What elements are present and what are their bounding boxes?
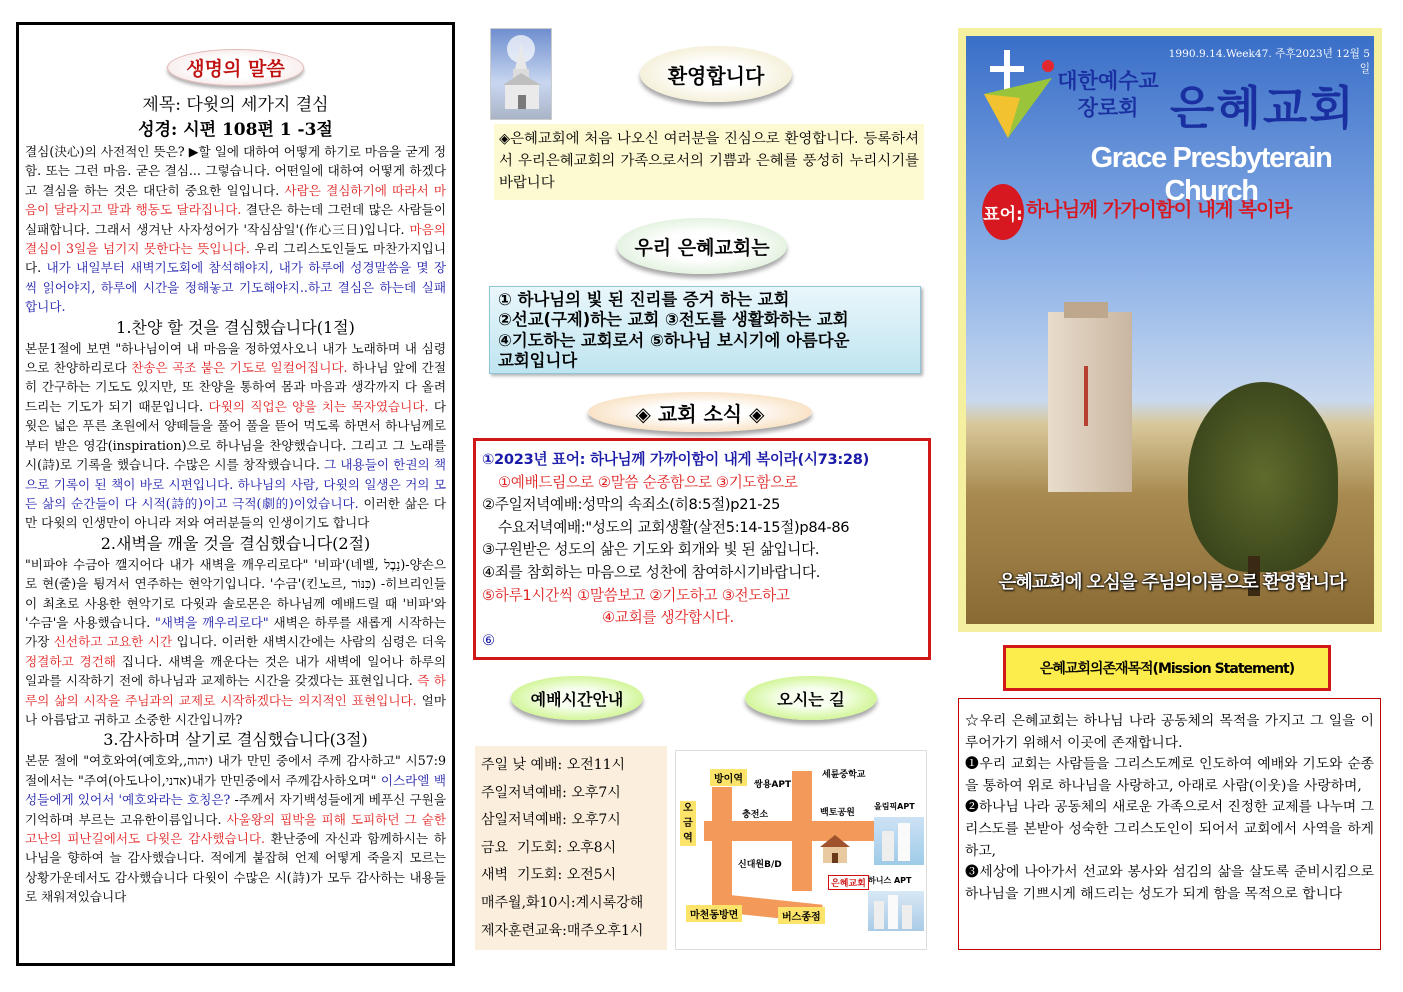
issue-date: 1990.9.14.Week47. 주후2023년 12월 5일 — [1168, 48, 1370, 75]
news-item: ④죄를 참회하는 마음으로 성찬에 참여하시기바랍니다. — [482, 563, 821, 581]
sermon-text-run: 결심(決心)의 사전적인 뜻은? ▶할 일에 대하여 어떻게 하기로 마음을 굳게 정함. 또는 그런 마음. 굳은 결심... 그렇습니다. 어떤일에 대하여 어떻게 하겠다고 결심을 하는 것은 대단히 중요한 일입니다. — [25, 144, 446, 198]
road-vertical-right — [792, 771, 812, 891]
sermon-text-run: 본문 절에 "여호와여(예호와,,יהוה) 내가 만민 중에서 주께 감사하고" 시57:9절에서는 "주여(아도나이,אדני)내가 만민중에서 주께감사하오며" — [25, 753, 446, 788]
worship-schedule — [475, 746, 667, 950]
sermon-text-run: 얼마나 아름답고 귀하고 소중한 시간입니까? — [25, 692, 446, 727]
sermon-text-run: 정결하고 경건해 — [25, 653, 122, 669]
map-label-bus: 버스종점 — [778, 907, 825, 924]
sermon-text-run: 집니다. 새벽을 깨운다는 것은 내가 새벽에 일어나 하루의 일과를 시작하기 전에 하나님과 교제하는 시간을 갖겠다는 표현입니다. — [25, 653, 446, 689]
directions-title: 오시는 길 — [745, 676, 877, 720]
map-label-station: 충전소 — [742, 810, 769, 820]
schedule-item: 금요 기도회: 오후8시 — [481, 839, 617, 856]
point-2-heading: 2.새벽을 깨울 것을 결심했습니다(2절) — [100, 533, 371, 553]
news-item: ②주일저녁예배:성막의 속죄소(히8:5절)p21-25 — [482, 496, 781, 514]
sermon-text-run: -주께서 자기백성들에게 베푸신 구원을기억하며 부르는 고유한이름입니다. — [25, 792, 446, 827]
sermon-panel — [16, 22, 455, 966]
our-church-line: ②선교(구제)하는 교회 ③전도를 생활화하는 교회 — [498, 310, 849, 330]
map-label-sindaewon: 신대원B/D — [738, 860, 782, 870]
sermon-text-run: 내가 내일부터 새벽기도회에 참석해야지, 내가 하루에 성경말씀을 몇 장씩 읽어야지, 하루에 시간을 정해놓고 기도해야지..하고 결심은 하는데 실패합니다. — [25, 260, 446, 315]
our-church-title: 우리 은혜교회는 — [617, 218, 787, 274]
sermon-intro — [25, 142, 446, 317]
sermon-text-run: 찬송은 곡조 붙은 기도로 일컬어집니다. — [131, 360, 352, 376]
denomination: 대한예수교 장로회 — [1057, 69, 1159, 120]
sermon-text-run: 결단은 하는데 그런데 많은 사람들이 실패합니다. 그래서 생겨난 사자성어가 '작심삼일'(作心三日)입니다. — [25, 202, 446, 237]
point-3-body — [25, 751, 446, 906]
sermon-text-run: 이스라엘 백성들에게 있어서 '예호와라는 호칭은? — [25, 772, 446, 808]
our-church-list — [489, 286, 921, 374]
church-logo-icon — [978, 48, 1058, 148]
scripture-reference: 성경: 시편 108편 1 -3절 — [138, 120, 333, 140]
schedule-item: 삼일저녁예배: 오후7시 — [481, 812, 621, 829]
mission-item: ☆우리 은혜교회는 하나님 나라 공동체의 목적을 가지고 그 일을 이루어가기 위해서 이곳에 존재합니다. — [965, 713, 1374, 751]
our-church-line: ④기도하는 교회로서 ⑤하나님 보시기에 아름다운 — [498, 330, 850, 350]
schedule-item: 주일 낮 예배: 오전11시 — [481, 757, 626, 773]
worship-times-title: 예배시간안내 — [511, 676, 643, 720]
apartment-image-2 — [868, 891, 924, 931]
sermon-text-run: 이러한 삶은 다만 다윗의 인생만이 아니라 저와 여러분들의 인생이기도 합니다 — [25, 495, 446, 531]
our-church-line: 교회입니다 — [498, 351, 578, 371]
news-item: ①2023년 표어: 하나님께 가까이함이 내게 복이라(시73:28) — [482, 451, 869, 468]
church-icon — [491, 29, 552, 120]
map-label-hanis: 하니스 APT — [868, 876, 912, 885]
church-english-name: Grace Presbyterain Church — [1090, 142, 1332, 207]
bulletin-cover — [958, 28, 1382, 632]
sermon-text-run: 본문1절에 보면 "하나님이여 내 마음을 정하였사오니 내가 노래하며 내 심령으로 찬양하리로다 — [25, 340, 446, 376]
map-label-bangi: 방이역 — [710, 769, 747, 786]
sermon-text-run: 마음의 결심이 3일을 넘기지 못한다는 뜻입니다. — [25, 221, 446, 257]
schedule-item: 매주월,화10시:계시록강해 — [481, 894, 644, 911]
mission-item: ❸세상에 나아가서 선교와 봉사와 섬김의 삶을 살도록 준비시킴으로 하나님을 기쁘시게 해드리는 성도가 되게 함을 목적으로 합니다 — [965, 864, 1374, 902]
map-label-ssangyong: 쌍용APT — [754, 780, 792, 790]
church-name: 은혜교회 — [1170, 81, 1356, 135]
news-item: 수요저녁예배:"성도의 교회생활(살전5:14-15절)p84-86 — [498, 518, 850, 536]
news-item: ①예배드림으로 ②말씀 순종함으로 ③기도함으로 — [498, 473, 798, 491]
church-news-title: ◈ 교회 소식 ◈ — [588, 392, 812, 432]
welcome-banner: 은혜교회에 오심을 주님의이름으로 환영합니다 — [998, 572, 1346, 593]
map-label-ogeum: 오 금 역 — [680, 801, 696, 846]
sermon-text-run: 그 내용들이 한권의 책으로 기록이 된 책이 바로 시편입니다. 하나님의 사람, 다윗의 일생은 거의 모든 삶의 순간들이 다 시적(詩的)이고 극적(劇的)이었습니다. — [25, 457, 447, 511]
sermon-text-run: 다윗은 넓은 푸른 초원에서 양떼들을 풀어 풀을 뜯어 먹도록 하면서 하나님께로부터 받은 영감(inspiration)으로 하나님을 찬양했습니다. 그리고 그 노래를 시(詩)로 기록을 했습니다. 수많은 시를 창작했습니다. — [25, 398, 446, 473]
point-1-heading: 1.찬양 할 것을 결심했습니다(1절) — [116, 317, 355, 337]
sermon-text-run: 환난중에 자신과 함께하시는 하나님을 향하여 늘 감사했습니다. 적에게 붙잡혀 언제 어떻게 죽을지 모르는 상황가운데서도 감사했습니다 다윗이 수많은 시(詩)가 모두 감사하는 내용들로 채워져있습니다 — [25, 831, 446, 905]
map-label-church: 은혜교회 — [828, 875, 869, 890]
sermon-text-run: 다윗의 직업은 양을 치는 목자였습니다. — [208, 398, 434, 414]
sermon-header: 생명의 말씀 — [167, 49, 303, 86]
sermon-text-run: 사람은 결심하기에 따라서 마음이 달라지고 말과 행동도 달라집니다. — [25, 182, 446, 218]
sermon-text-run: 새벽은 하루를 새롭게 시작하는 가장 — [25, 614, 446, 650]
news-item: ③구원받은 성도의 삶은 기도와 회개와 빛 된 삶입니다. — [482, 541, 820, 559]
mission-item: ❷하나님 나라 공동체의 새로운 가족으로서 진정한 교제를 나누며 그리스도를 본받아 성숙한 그리스도인이 되어서 교회에서 사역을 하게하고, — [965, 799, 1374, 859]
sermon-text-run: 입니다. 이러한 새벽시간에는 사람의 심령은 더욱 — [176, 634, 446, 650]
map-label-school: 세륜중학교 — [822, 770, 866, 780]
sermon-text-run: 즉 하루의 삶의 시작을 주님과의 교제로 시작하겠다는 의지적인 표현입니다. — [25, 673, 446, 708]
point-1-body — [25, 339, 446, 533]
sermon-text-run: 하나님 앞에 간절히 간구하는 기도도 있지만, 또 찬양을 통하여 몸과 마음과 생각까지 다 올려드리는 기도가 되기 때문입니다. — [25, 360, 446, 414]
news-item: ⑤하루1시간씩 ①말씀보고 ②기도하고 ③전도하고 — [482, 586, 790, 604]
directions-map — [675, 750, 927, 950]
church-building-image — [490, 28, 552, 120]
mission-item: ❶우리 교회는 사람들을 그리스도께로 인도하여 예배와 기도와 순종을 통하여 위로 하나님을 사랑하고, 아래로 사람(이웃)을 사랑하며, — [965, 756, 1374, 794]
motto-text: 하나님께 가가이함이 내게 복이라 — [1026, 198, 1292, 221]
schedule-item: 새벽 기도회: 오전5시 — [481, 867, 617, 884]
point-2-body — [25, 555, 446, 730]
map-label-park: 백토공원 — [820, 808, 855, 818]
motto-label: 표어: — [982, 184, 1024, 240]
sermon-text-run: 사울왕의 핍박을 피해 도피하던 그 숱한 고난의 피난길에서도 다윗은 감사했습니다. — [25, 811, 446, 846]
mission-title: 은혜교회의존재목적(Mission Statement) — [1003, 645, 1331, 691]
map-label-olympic: 올림픽APT — [874, 802, 915, 811]
point-3-heading: 3.감사하며 살기로 결심했습니다(3절) — [103, 730, 368, 750]
our-church-line: ① 하나님의 빛 된 진리를 증거 하는 교회 — [498, 290, 790, 309]
schedule-item: 제자훈련교육:매주오후1시 — [481, 922, 644, 939]
sermon-title: 제목: 다윗의 세가지 결심 — [142, 95, 329, 115]
map-label-macheon: 마천동방면 — [686, 905, 742, 922]
news-item: ④교회를 생각합시다. — [602, 609, 734, 627]
news-item: ⑥ — [482, 631, 495, 649]
sermon-text-run: 우리 그리스도인들도 마찬가지입니다. — [25, 241, 446, 276]
apartment-image-1 — [874, 817, 924, 865]
church-news-box — [473, 438, 931, 660]
welcome-message: ◈은혜교회에 처음 나오신 여러분을 진심으로 환영합니다. 등록하셔서 우리은혜교회의 가족으로서의 기쁨과 은혜를 풍성히 누리시기를 바랍니다 — [494, 124, 924, 200]
church-map-icon — [818, 833, 852, 865]
schedule-item: 주일저녁예배: 오후7시 — [481, 784, 621, 801]
welcome-title: 환영합니다 — [640, 46, 792, 102]
mission-statement — [958, 698, 1381, 950]
sermon-text-run: 신선하고 고요한 시간 — [53, 634, 177, 650]
sermon-text-run: "비파야 수금아 깰지어다 내가 새벽을 깨우리로다" '비파'(네벨, נֵבֶל)-양손으로 현(줄)을 튕겨서 연주하는 현악기입니다. '수금'(킨노르, כִּנּוֹר) -히브리인들이 최초로 사용한 현악기로 다윗과 솔로몬은 하나님께 예배드릴 때 '비파'와 '수금'을 사용했습니다. — [25, 556, 446, 630]
sermon-text-run: "새벽을 깨우리로다" — [155, 614, 274, 630]
